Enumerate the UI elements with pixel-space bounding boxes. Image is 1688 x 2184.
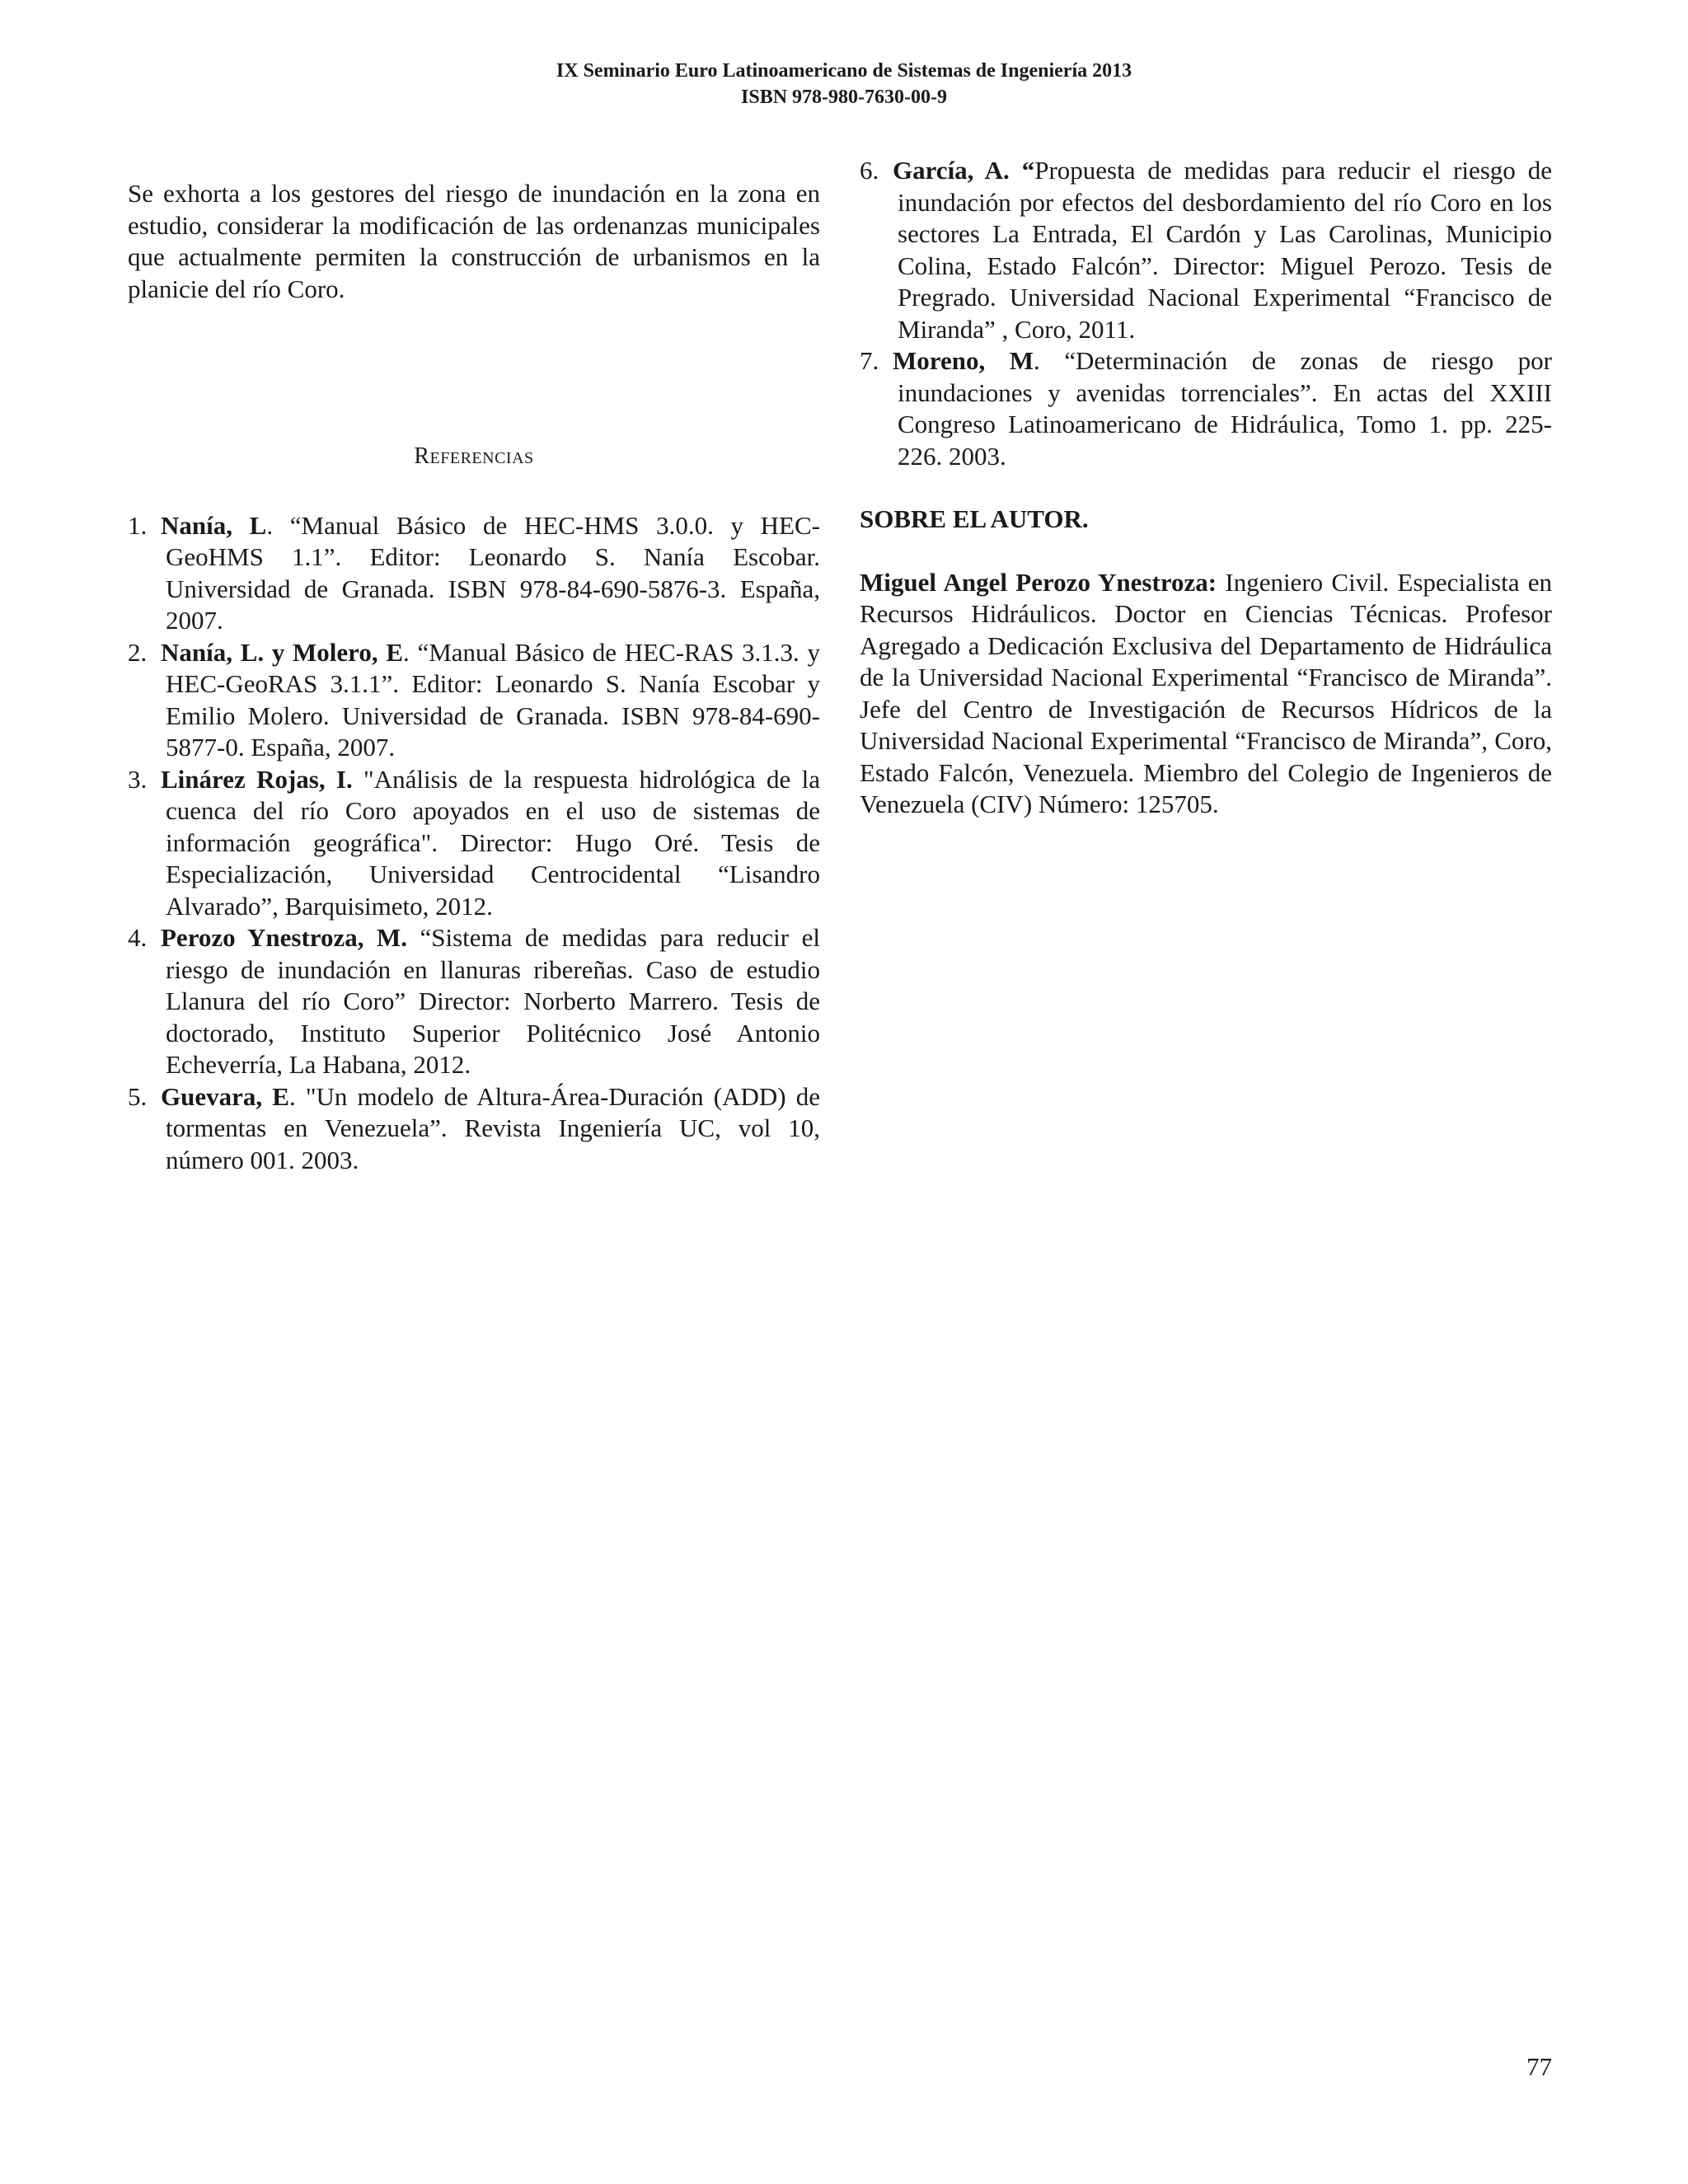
reference-text: “Sistema de medidas para reducir el riesgo de inundación en llanuras ribereñas. Caso de estudio Llanura del río Coro” Director: Norberto Marrero. Tesis de doctorado, Instituto Superior Politécnico José Antonio Echeverría, La Habana, 2012. [166, 923, 820, 1079]
reference-number: 3. [128, 764, 148, 794]
reference-item [860, 345, 1552, 472]
references-heading: Referencias [414, 443, 534, 469]
left-column [128, 155, 820, 1176]
reference-number: 7. [860, 346, 879, 375]
right-column [860, 155, 1552, 821]
author-bio-text: Ingeniero Civil. Especialista en Recursos Hidráulicos. Doctor en Ciencias Técnicas. Profesor Agregado a Dedicación Exclusiva del Departamento de Hidráulica de la Universidad Nacional Experimental “Francisco de Miranda”. Jefe del Centro de Investigación de Recursos Hídricos de la Universidad Nacional Experimental “Francisco de Miranda”, Coro, Estado Falcón, Venezuela. Miembro del Colegio de Ingenieros de Venezuela (CIV) Número: 125705. [860, 567, 1552, 818]
about-author-heading: SOBRE EL AUTOR. [860, 504, 1089, 533]
reference-text: . “Manual Básico de HEC-RAS 3.1.3. y HEC-GeoRAS 3.1.1”. Editor: Leonardo S. Nanía Escobar y Emilio Molero. Universidad de Granada. ISBN 978-84-690-5877-0. España, 2007. [166, 637, 820, 762]
reference-author: Linárez Rojas, I. [161, 764, 353, 794]
references-list-right [860, 155, 1552, 472]
reference-text: . "Un modelo de Altura-Área-Duración (ADD) de tormentas en Venezuela”. Revista Ingeniería UC, vol 10, número 001. 2003. [166, 1081, 820, 1174]
reference-item [860, 155, 1552, 345]
author-name: Miguel Angel Perozo Ynestroza: [860, 567, 1217, 597]
reference-author: Moreno, M [893, 346, 1034, 375]
reference-text: "Análisis de la respuesta hidrológica de la cuenca del río Coro apoyados en el uso de sistemas de información geográfica". Director: Hugo Oré. Tesis de Especialización, Universidad Centrocidental “Lisandro Alvarado”, Barquisimeto, 2012. [166, 764, 820, 921]
reference-number: 6. [860, 156, 879, 185]
reference-author: Nanía, L [161, 510, 267, 540]
reference-number: 1. [128, 510, 148, 540]
page-header [0, 58, 1688, 110]
reference-text: Propuesta de medidas para reducir el riesgo de inundación por efectos del desbordamiento del río Coro en los sectores La Entrada, El Cardón y Las Carolinas, Municipio Colina, Estado Falcón”. Director: Miguel Perozo. Tesis de Pregrado. Universidad Nacional Experimental “Francisco de Miranda” , Coro, 2011. [898, 156, 1552, 344]
reference-author: Nanía, L. y Molero, E [161, 637, 404, 667]
reference-item [128, 637, 820, 764]
reference-author: García, A. “ [893, 156, 1035, 185]
references-list-left [128, 510, 820, 1177]
header-conference-title: IX Seminario Euro Latinoamericano de Sistemas de Ingeniería 2013 [556, 60, 1132, 82]
reference-author: Perozo Ynestroza, M. [161, 923, 407, 952]
reference-text: . “Determinación de zonas de riesgo por inundaciones y avenidas torrenciales”. En actas del XXIII Congreso Latinoamericano de Hidráulica, Tomo 1. pp. 225-226. 2003. [898, 346, 1552, 471]
reference-item [128, 922, 820, 1081]
reference-number: 4. [128, 923, 148, 952]
author-bio [860, 567, 1552, 821]
reference-text: . “Manual Básico de HEC-HMS 3.0.0. y HEC-GeoHMS 1.1”. Editor: Leonardo S. Nanía Escobar. Universidad de Granada. ISBN 978-84-690-5876-3. España, 2007. [166, 510, 820, 635]
reference-number: 5. [128, 1081, 148, 1111]
reference-number: 2. [128, 637, 148, 667]
page-number: 77 [1526, 2052, 1552, 2081]
intro-paragraph: Se exhorta a los gestores del riesgo de inundación en la zona en estudio, considerar la modificación de las ordenanzas municipales que actualmente permiten la construcción de urbanismos en la planicie del río Coro. [128, 179, 820, 303]
reference-author: Guevara, E [161, 1081, 289, 1111]
reference-item [128, 1081, 820, 1177]
reference-item [128, 764, 820, 923]
header-isbn: ISBN 978-980-7630-00-9 [741, 87, 947, 108]
reference-item [128, 510, 820, 637]
